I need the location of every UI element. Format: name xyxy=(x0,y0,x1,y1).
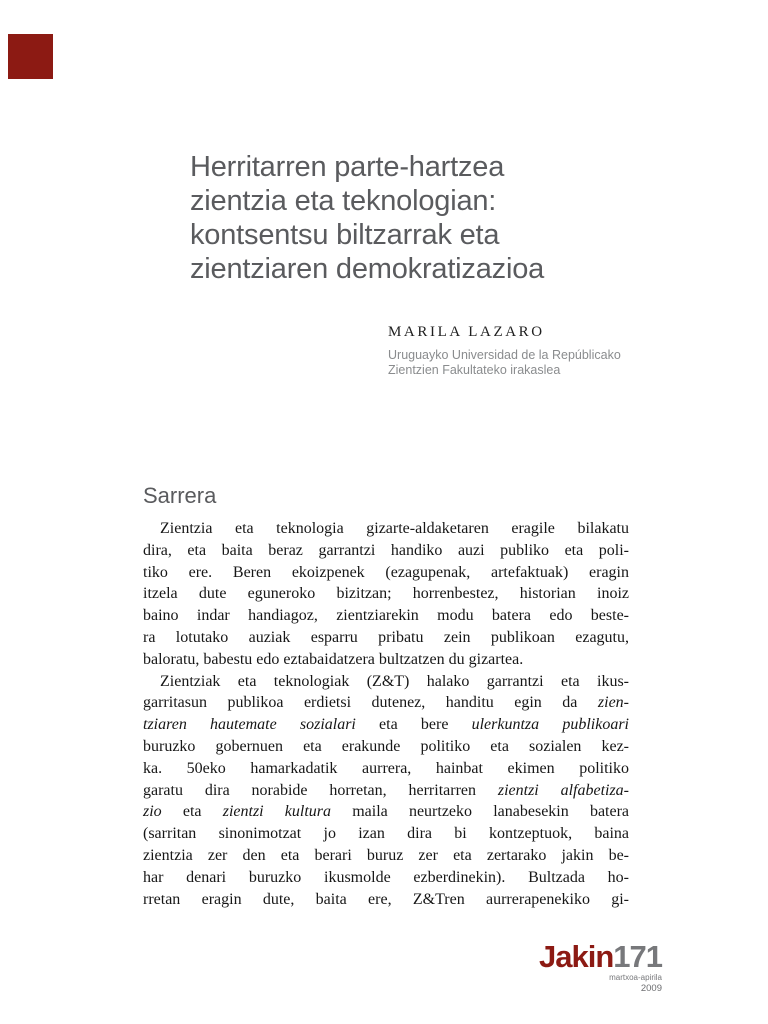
paragraph xyxy=(143,671,629,911)
body-line: tiko ere. Beren ekoizpenek (ezagupenak, artefaktuak) eragin xyxy=(143,563,629,581)
title-line: kontsentsu biltzarrak eta xyxy=(190,219,500,251)
journal-logo xyxy=(539,941,662,972)
body-line: ka. 50eko hamarkadatik aurrera, hainbat ekimen politiko xyxy=(143,759,629,777)
title-line: zientzia eta teknologian: xyxy=(190,185,497,217)
body-line: (sarritan sinonimotzat jo izan dira bi kontzeptuok, baina xyxy=(143,825,629,843)
body-line: baino indar handiagoz, zientziarekin modu batera edo beste- xyxy=(143,607,629,625)
author-block xyxy=(388,324,621,378)
body-line: har denari buruzko ikusmolde ezberdinekin). Bultzada ho- xyxy=(143,868,629,886)
body-line: ra lotutako auziak esparru pribatu zein publikoan ezagutu, xyxy=(143,628,629,646)
title-line: zientziaren demokratizazioa xyxy=(190,253,545,285)
journal-issue-number: 171 xyxy=(613,939,662,974)
body-line: garritasun publikoa erdietsi dutenez, handitu egin da zien- xyxy=(143,694,629,712)
body-line: tziaren hautemate sozialari eta bere ulerkuntza publikoari xyxy=(143,716,629,734)
title-line: Herritarren parte-hartzea xyxy=(190,151,505,183)
body-line: Zientziak eta teknologiak (Z&T) halako garrantzi eta ikus- xyxy=(160,672,629,690)
author-affiliation-line: Zientzien Fakultateko irakaslea xyxy=(388,363,561,377)
body-line: garatu dira norabide horretan, herritarren zientzi alfabetiza- xyxy=(143,781,630,799)
body-line: buruzko gobernuen eta erakunde politiko eta sozialen kez- xyxy=(143,737,629,755)
author-affiliation-line: Uruguayko Universidad de la Repúblicako xyxy=(388,348,621,362)
body-text xyxy=(143,518,629,910)
journal-logo-block xyxy=(539,941,662,994)
journal-logo-brand: Jakin xyxy=(538,939,614,974)
journal-issue-year: 2009 xyxy=(640,983,662,994)
section-heading: Sarrera xyxy=(143,483,217,508)
body-line: Zientzia eta teknologia gizarte-aldaketaren eragile bilakatu xyxy=(160,520,629,537)
body-line: rretan eragin dute, baita ere, Z&Tren aurrerapenekiko gi- xyxy=(143,890,629,908)
body-line: itzela dute eguneroko bizitzan; horrenbestez, historian inoiz xyxy=(143,585,629,603)
body-line: zientzia zer den eta berari buruz zer eta zertarako jakin be- xyxy=(143,846,629,864)
journal-issue-period: martxoa-apirila xyxy=(609,973,662,982)
body-line: baloratu, babestu edo eztabaidatzera bultzatzen du gizartea. xyxy=(143,650,524,668)
paragraph xyxy=(143,518,629,671)
corner-accent-square xyxy=(8,34,53,79)
body-line: dira, eta baita beraz garrantzi handiko auzi publiko eta poli- xyxy=(143,541,629,559)
author-name: MARILA LAZARO xyxy=(388,324,545,340)
article-title xyxy=(190,150,544,286)
body-line: zio eta zientzi kultura maila neurtzeko lanabesekin batera xyxy=(143,803,630,821)
